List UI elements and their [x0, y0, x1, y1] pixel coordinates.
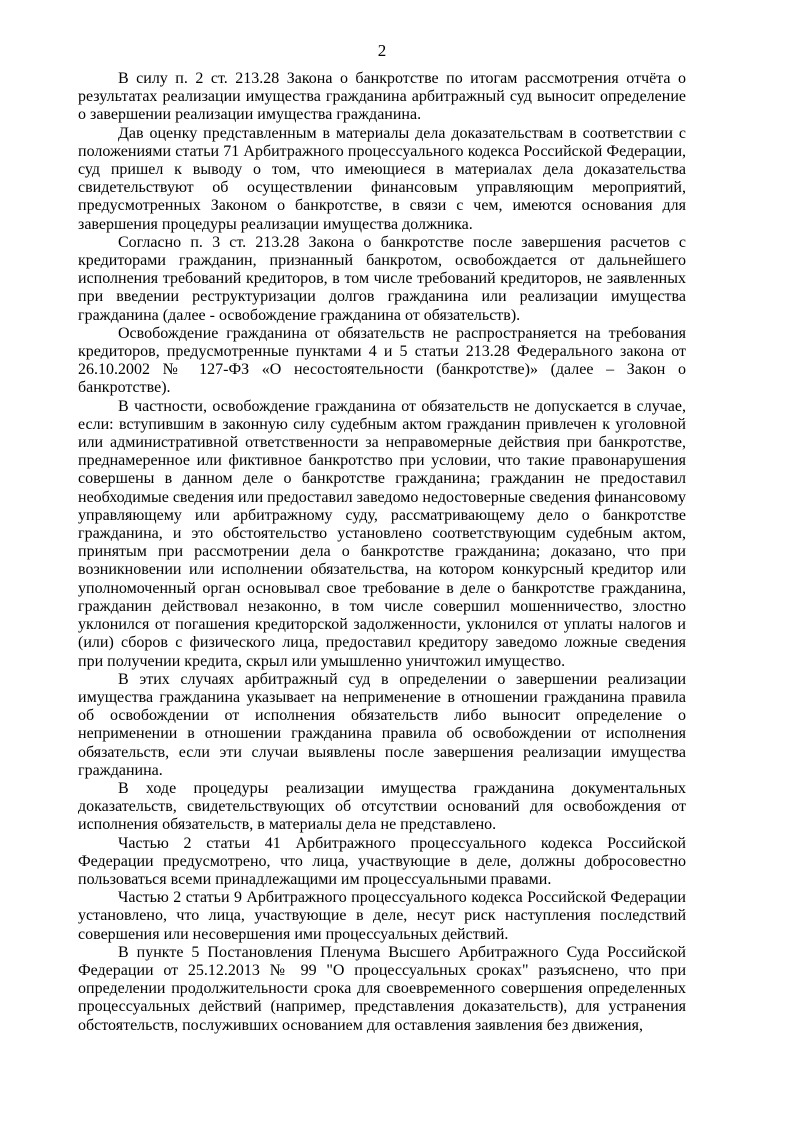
- paragraph-8: Частью 2 статьи 41 Арбитражного процессуального кодекса Российской Федерации предусмотрено, что лица, участвующие в деле, должны добросовестно пользоваться всеми принадлежащими им процессуальными правами.: [78, 834, 686, 888]
- paragraph-9: Частью 2 статьи 9 Арбитражного процессуального кодекса Российской Федерации установлено, что лица, участвующие в деле, несут риск наступления последствий совершения или несовершения ими процессуальных действий.: [78, 889, 686, 943]
- paragraph-4: Освобождение гражданина от обязательств не распространяется на требования кредиторов, предусмотренные пунктами 4 и 5 статьи 213.28 Федерального закона от 26.10.2002 № 127-ФЗ «О несостоятельности (банкротстве)» (далее – Закон о банкротстве).: [78, 324, 686, 397]
- paragraph-2: Дав оценку представленным в материалы дела доказательствам в соответствии с положениями статьи 71 Арбитражного процессуального кодекса Российской Федерации, суд пришел к выводу о том, что имеющиеся в материалах дела доказательства свидетельствуют об осуществлении финансовым управляющим мероприятий, предусмотренных Законом о банкротстве, в связи с чем, имеются основания для завершения процедуры реализации имущества должника.: [78, 124, 686, 233]
- paragraph-5: В частности, освобождение гражданина от обязательств не допускается в случае, если: вступившим в законную силу судебным актом гражданин привлечен к уголовной или административной ответственности за неправомерные действия при банкротстве, преднамеренное или фиктивное банкротство при условии, что такие правонарушения совершены в данном деле о банкротстве гражданина; гражданин не предоставил необходимые сведения или предоставил заведомо недостоверные сведения финансовому управляющему или арбитражному суду, рассматривающему дело о банкротстве гражданина, и это обстоятельство установлено соответствующим судебным актом, принятым при рассмотрении дела о банкротстве гражданина; доказано, что при возникновении или исполнении обязательства, на котором конкурсный кредитор или уполномоченный орган основывал свое требование в деле о банкротстве гражданина, гражданин действовал незаконно, в том числе совершил мошенничество, злостно уклонился от погашения кредиторской задолженности, уклонился от уплаты налогов и (или) сборов с физического лица, предоставил кредитору заведомо ложные сведения при получении кредита, скрыл или умышленно уничтожил имущество.: [78, 397, 686, 670]
- paragraph-6: В этих случаях арбитражный суд в определении о завершении реализации имущества гражданина указывает на неприменение в отношении гражданина правила об освобождении от исполнения обязательств либо выносит определение о неприменении в отношении гражданина правила об освобождении от исполнения обязательств, если эти случаи выявлены после завершения реализации имущества гражданина.: [78, 670, 686, 779]
- paragraph-1: В силу п. 2 ст. 213.28 Закона о банкротстве по итогам рассмотрения отчёта о результатах реализации имущества гражданина арбитражный суд выносит определение о завершении реализации имущества гражданина.: [78, 70, 686, 124]
- paragraph-10: В пункте 5 Постановления Пленума Высшего Арбитражного Суда Российской Федерации от 25.12.2013 № 99 "О процессуальных сроках" разъяснено, что при определении продолжительности срока для своевременного совершения определенных процессуальных действий (например, представления доказательств), для устранения обстоятельств, послуживших основанием для оставления заявления без движения,: [78, 943, 686, 1034]
- page-number: 2: [377, 41, 387, 60]
- document-page: [78, 40, 686, 1035]
- paragraph-7: В ходе процедуры реализации имущества гражданина документальных доказательств, свидетельствующих об отсутствии оснований для освобождения от исполнения обязательств, в материалы дела не представлено.: [78, 779, 686, 834]
- paragraph-3: Согласно п. 3 ст. 213.28 Закона о банкротстве после завершения расчетов с кредиторами гражданин, признанный банкротом, освобождается от дальнейшего исполнения требований кредиторов, в том числе требований кредиторов, не заявленных при введении реструктуризации долгов гражданина или реализации имущества гражданина (далее - освобождение гражданина от обязательств).: [78, 233, 686, 324]
